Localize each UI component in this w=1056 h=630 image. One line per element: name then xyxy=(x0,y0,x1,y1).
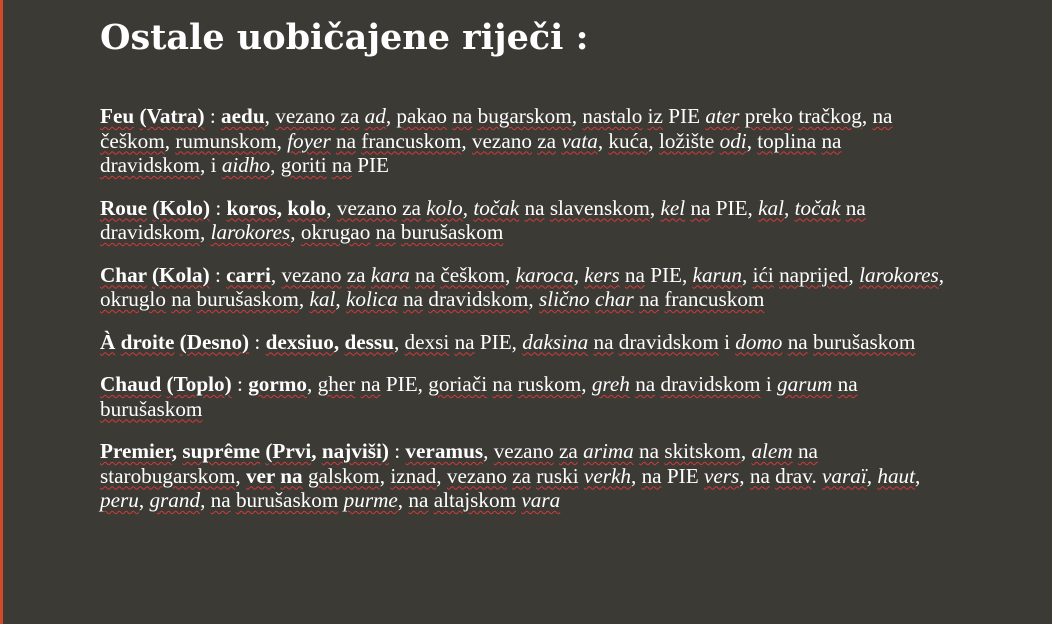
text-run: na francuskom xyxy=(639,287,765,311)
text-run: na dravidskom, xyxy=(100,195,866,244)
italic-term: purme xyxy=(343,488,398,512)
bold-term: aedu xyxy=(221,104,265,128)
text-run: , vezano za xyxy=(483,439,578,463)
italic-term: ad xyxy=(364,104,386,128)
text-run: , gher na PIE, goriači na ruskom, xyxy=(307,372,587,396)
italic-term: točak xyxy=(473,195,520,220)
italic-term: foyer xyxy=(287,128,331,153)
text-run: , vezano za xyxy=(270,262,366,287)
word-entry-paragraph xyxy=(100,439,948,513)
bold-term: Premier, suprême (Prvi, najviši) xyxy=(100,439,389,463)
text-run: : xyxy=(237,372,243,396)
italic-term: kal xyxy=(758,195,785,220)
italic-term: varaï, haut xyxy=(822,463,916,488)
italic-term: vata xyxy=(561,128,598,153)
bold-term: Roue (Kolo) xyxy=(100,195,211,220)
italic-term: garum xyxy=(777,372,833,396)
italic-term: ater xyxy=(705,104,740,128)
italic-term: kolo xyxy=(426,195,463,220)
text-run: : xyxy=(215,195,222,220)
italic-term: točak xyxy=(794,195,841,220)
text-run: , xyxy=(915,463,921,488)
bold-term: Chaud (Toplo) xyxy=(100,372,232,396)
italic-term: larokores xyxy=(210,220,291,244)
bold-term: veramus xyxy=(405,439,484,463)
text-run: , xyxy=(573,262,579,287)
text-run: na burušaskom xyxy=(787,329,916,354)
word-entry-paragraph xyxy=(100,263,948,312)
italic-term: arima xyxy=(583,439,634,463)
text-run: na dravidskom i xyxy=(635,372,772,396)
italic-term: odi xyxy=(719,128,747,153)
bottom-strip xyxy=(0,624,1056,630)
text-run: na PIE, xyxy=(690,195,753,220)
italic-term: kolica xyxy=(346,287,398,311)
italic-term: domo xyxy=(735,329,783,354)
italic-term: daksina xyxy=(522,329,589,354)
text-run: na francuskom, vezano za xyxy=(336,128,557,153)
text-run: na slavenskom, xyxy=(524,195,656,220)
bold-term: koros, kolo xyxy=(226,195,327,220)
bold-term: Char (Kola) xyxy=(100,262,210,287)
italic-term: peru xyxy=(100,488,139,512)
text-run: , na PIE xyxy=(630,463,699,488)
text-run: na PIE, xyxy=(624,262,688,287)
bold-term: À droite (Desno) xyxy=(100,329,250,354)
word-entry-paragraph xyxy=(100,104,948,178)
text-run: , ići naprijed, xyxy=(742,262,854,287)
word-entry-paragraph xyxy=(100,196,948,245)
text-run: , dexsi na PIE, xyxy=(393,329,517,354)
text-run: na dravidskom i xyxy=(593,329,730,354)
text-run: , pakao na bugarskom, nastalo iz PIE xyxy=(385,104,701,128)
text-run: , vezano za xyxy=(264,104,360,128)
italic-term: aidho xyxy=(221,153,271,177)
text-run: galskom, iznad, vezano za ruski xyxy=(307,463,579,488)
text-run: : xyxy=(214,262,221,287)
text-run: , na drav. xyxy=(739,463,817,488)
italic-term: karun xyxy=(692,262,742,287)
text-run: na burušaskom xyxy=(100,372,858,421)
bold-term: carri xyxy=(226,262,271,287)
bold-term: Feu (Vatra) xyxy=(100,104,205,128)
italic-term: kel xyxy=(660,195,686,220)
italic-term: grand xyxy=(149,488,201,512)
text-run: : xyxy=(209,104,216,128)
text-run: , okrugao na burušaskom xyxy=(290,220,504,244)
slide-title: Ostale uobičajene riječi : xyxy=(100,17,589,58)
italic-term: karoca xyxy=(515,262,574,287)
text-run: , kuća, ložište xyxy=(597,128,715,153)
italic-term: kal xyxy=(309,287,336,311)
italic-term: larokores xyxy=(859,262,939,287)
word-entry-paragraph xyxy=(100,372,948,421)
text-run: na dravidskom, xyxy=(403,287,534,311)
text-run: na češkom, xyxy=(415,262,511,287)
text-run: , xyxy=(462,195,469,220)
text-run: : xyxy=(254,329,261,354)
text-run: , okruglo na burušaskom, xyxy=(100,262,945,311)
text-run: , toplina na dravidskom, i xyxy=(100,128,842,177)
text-run: , goriti na PIE xyxy=(270,153,389,177)
text-run: na skitskom, xyxy=(639,439,747,463)
italic-term: kers xyxy=(584,262,620,287)
italic-term: slično char xyxy=(539,287,634,311)
text-run: , xyxy=(784,195,790,220)
text-run: na starobugarskom, xyxy=(100,439,818,488)
bold-term: ver na xyxy=(245,463,303,488)
text-run: preko tračkog, na češkom, rumunskom, xyxy=(100,104,893,153)
italic-term: greh xyxy=(591,372,630,396)
bold-term: gormo xyxy=(248,372,308,396)
italic-term: kara xyxy=(370,262,410,287)
text-run: : xyxy=(394,439,401,463)
text-run: , xyxy=(138,488,145,512)
text-run: , na altajskom xyxy=(397,488,517,512)
italic-term: verkh xyxy=(583,463,631,488)
italic-term: vers xyxy=(703,463,740,488)
slide-body xyxy=(100,104,948,531)
bold-term: dexsiuo, dessu xyxy=(265,329,394,354)
italic-term: alem xyxy=(751,439,793,463)
text-run: , xyxy=(335,287,341,311)
word-entry-paragraph xyxy=(100,330,948,355)
text-run: , vezano za xyxy=(326,195,421,220)
italic-term: vara xyxy=(521,488,561,512)
text-run: , na burušaskom xyxy=(200,488,339,512)
